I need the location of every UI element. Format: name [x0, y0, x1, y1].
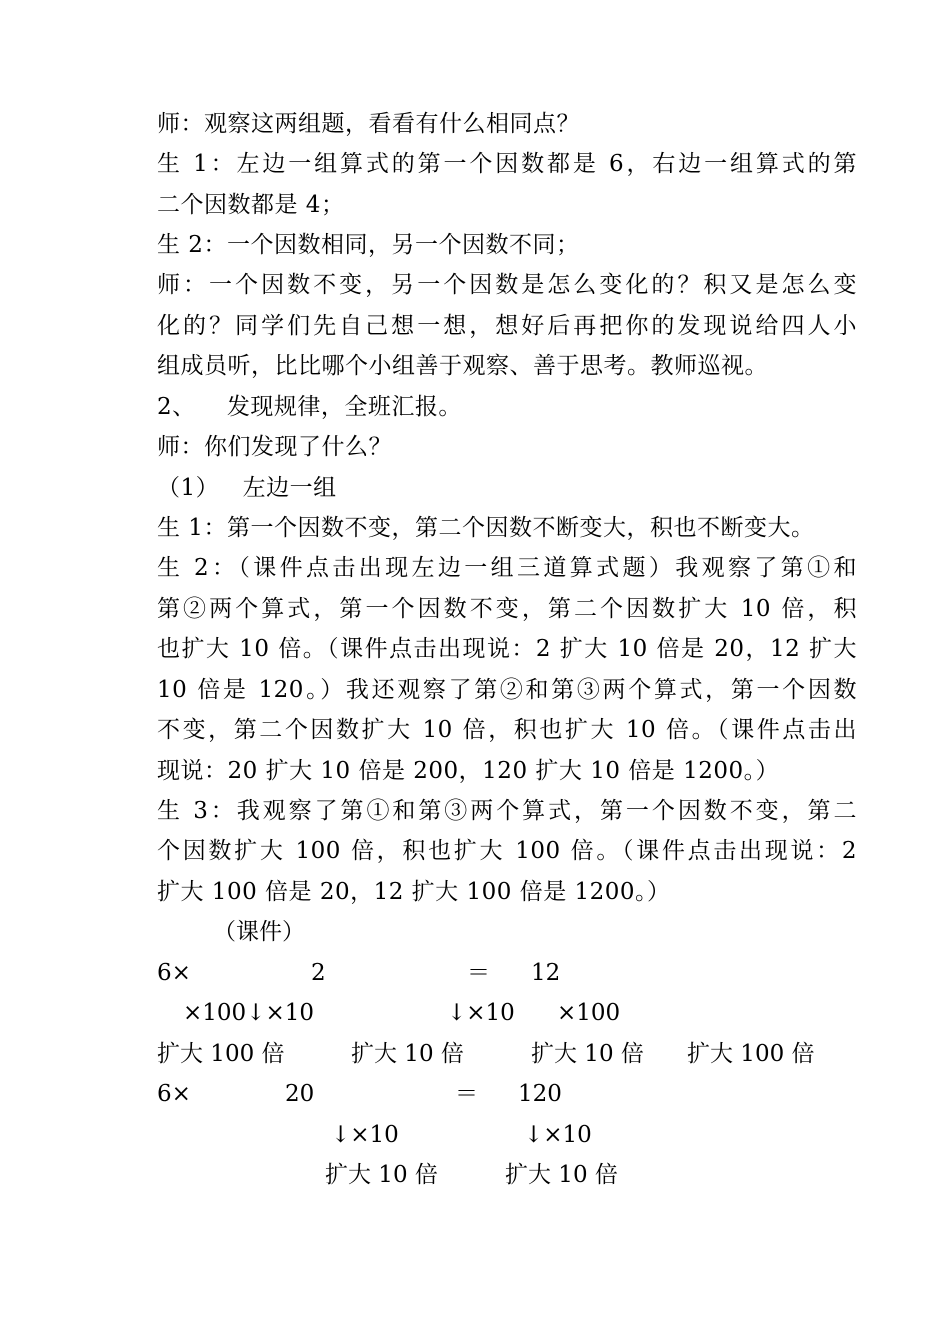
paragraph-line: 师：观察这两组题，看看有什么相同点？: [157, 111, 580, 137]
equals-sign: ＝: [455, 1081, 478, 1107]
paragraph-line: 生 2：一个因数相同，另一个因数不同；: [157, 232, 580, 258]
equals-sign: ＝: [467, 960, 490, 986]
factor-one: 6×: [157, 1081, 191, 1107]
factor-two: 2: [311, 960, 326, 986]
change-annotation: ×100↓×10: [183, 1000, 314, 1026]
product: 120: [518, 1081, 562, 1107]
change-description: 扩大 10 倍: [325, 1162, 438, 1188]
paragraph-line: 化的？同学们先自己想一想，想好后再把你的发现说给四人小: [157, 313, 857, 339]
paragraph-line: 二个因数都是 4；: [157, 192, 345, 218]
paragraph-line: 10 倍是 120。）我还观察了第②和第③两个算式，第一个因数: [157, 677, 857, 703]
paragraph-line: 师：你们发现了什么？: [157, 434, 392, 460]
factor-one: 6×: [157, 960, 191, 986]
paragraph-line: 生 2：（课件点击出现左边一组三道算式题）我观察了第①和: [157, 555, 857, 581]
subsection-heading: （1） 左边一组: [157, 475, 337, 501]
paragraph-line: 扩大 100 倍是 20，12 扩大 100 倍是 1200。）: [157, 879, 671, 905]
paragraph-line: 不变，第二个因数扩大 10 倍，积也扩大 10 倍。（课件点击出: [157, 717, 857, 743]
product: 12: [531, 960, 561, 986]
change-annotation: ×100: [557, 1000, 621, 1026]
change-annotation: ↓×10: [447, 1000, 515, 1026]
paragraph-line: 现说：20 扩大 10 倍是 200，120 扩大 10 倍是 1200。）: [157, 758, 780, 784]
paragraph-line: 个因数扩大 100 倍，积也扩大 100 倍。（课件点击出现说：2: [157, 838, 857, 864]
paragraph-line: 第②两个算式，第一个因数不变，第二个因数扩大 10 倍，积: [157, 596, 857, 622]
change-description: 扩大 100 倍: [157, 1041, 285, 1067]
change-description: 扩大 100 倍: [687, 1041, 815, 1067]
factor-two: 20: [285, 1081, 315, 1107]
change-description: 扩大 10 倍: [531, 1041, 644, 1067]
paragraph-line: 生 3：我观察了第①和第③两个算式，第一个因数不变，第二: [157, 798, 857, 824]
section-heading: 2、 发现规律，全班汇报。: [157, 394, 462, 420]
paragraph-line: 师：一个因数不变，另一个因数是怎么变化的？积又是怎么变: [157, 272, 857, 298]
courseware-label: （课件）: [213, 919, 305, 945]
change-description: 扩大 10 倍: [505, 1162, 618, 1188]
change-description: 扩大 10 倍: [351, 1041, 464, 1067]
paragraph-line: 生 1：左边一组算式的第一个因数都是 6，右边一组算式的第: [157, 151, 857, 177]
paragraph-line: 也扩大 10 倍。（课件点击出现说：2 扩大 10 倍是 20，12 扩大: [157, 636, 857, 662]
paragraph-line: 组成员听，比比哪个小组善于观察、善于思考。教师巡视。: [157, 353, 768, 379]
paragraph-line: 生 1：第一个因数不变，第二个因数不断变大，积也不断变大。: [157, 515, 815, 541]
change-annotation: ↓×10: [331, 1122, 399, 1148]
change-annotation: ↓×10: [524, 1122, 592, 1148]
